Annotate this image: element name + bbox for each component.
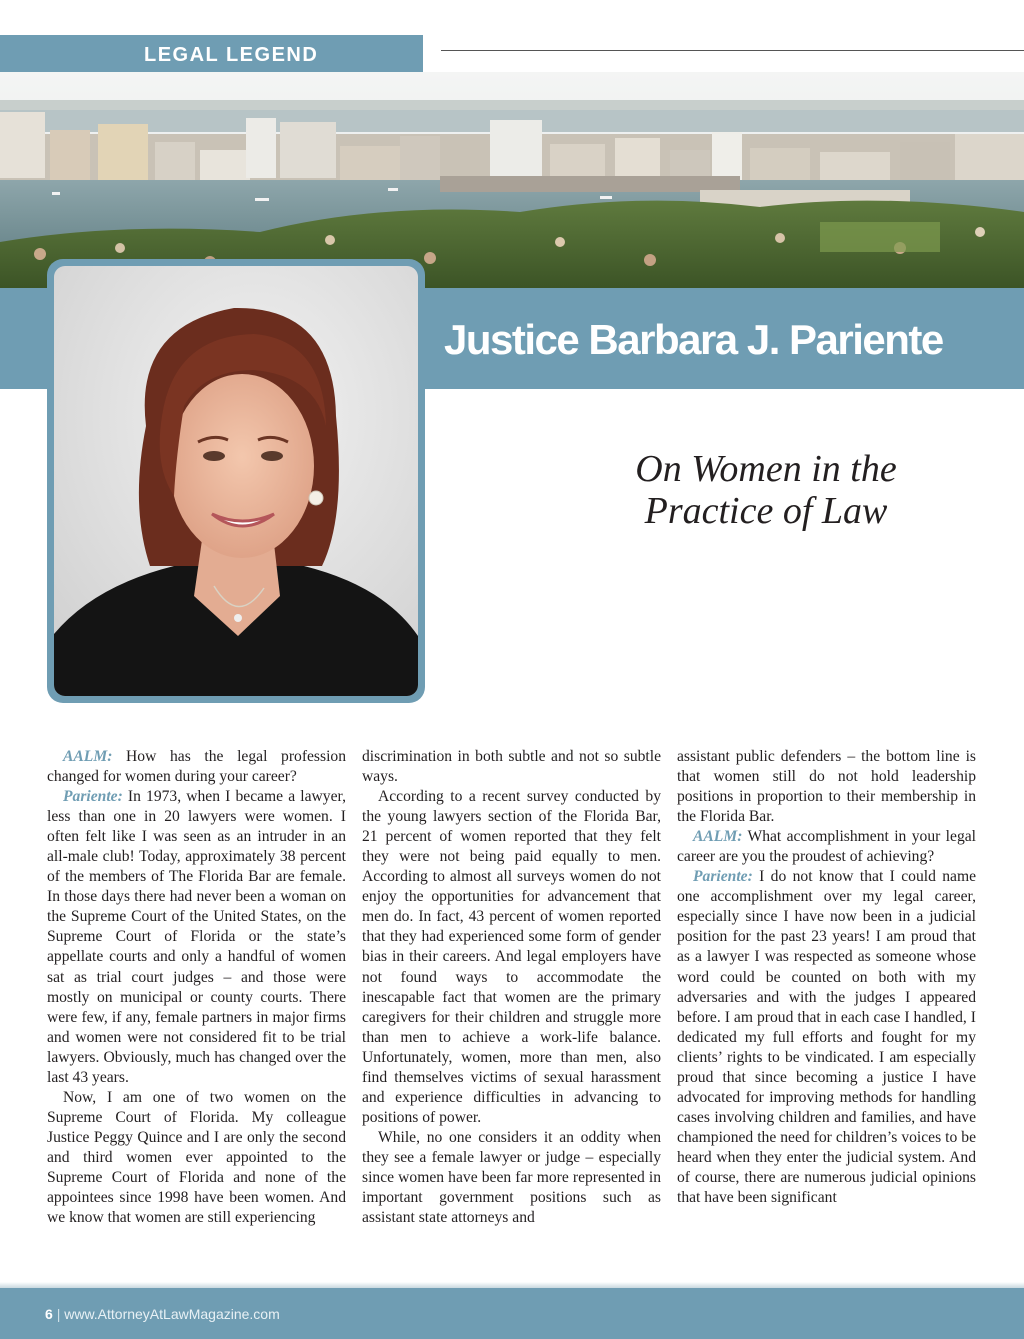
article-column-2: [362, 747, 661, 1228]
footer-url-link[interactable]: www.AttorneyAtLawMagazine.com: [64, 1306, 280, 1322]
speaker-label: Pariente:: [693, 868, 753, 886]
article-column-3: [677, 747, 976, 1208]
paragraph: [47, 747, 346, 787]
speaker-label: AALM:: [63, 748, 113, 765]
article-column-1: [47, 747, 346, 1228]
paragraph: discrimination in both subtle and not so subtle ways.: [362, 748, 661, 786]
paragraph: assistant public defenders – the bottom line is that women still do not hold leadership positions in proportion to their membership in the Florida Bar.: [677, 748, 976, 826]
paragraph: According to a recent survey conducted by the young lawyers section of the Florida Bar, 21 percent of women reported that they felt they were not being paid equally to men. According to almost all surveys women do not enjoy the opportunities for advancement that men do. In fact, 43 percent of women reported that they had experienced some form of gender bias in their careers. And legal employers have not found ways to accommodate the inescapable fact that women are the primary caregivers for their children and struggle more than men to achieve a work-life balance. Unfortunately, women, more than men, also find themselves victims of sexual harassment and experience difficulties in advancing to positions of power.: [362, 788, 661, 1126]
header-rule: [441, 50, 1024, 51]
page-number: 6: [45, 1306, 53, 1322]
section-label: LEGAL LEGEND: [144, 44, 319, 66]
paragraph-text: What accomplishment in your legal career are you the proudest of achieving?: [677, 828, 976, 866]
footer: [45, 1306, 280, 1322]
paragraph-text: How has the legal profession changed for women during your career?: [47, 748, 346, 786]
paragraph: [677, 827, 976, 867]
paragraph-text: I do not know that I could name one accomplishment over my legal career, especially since I have now been in a judicial position for the past 23 years! I am proud that as a lawyer I was respected as someone whose word could be counted on both with my adversaries and with the judges I appeared before. I am proud that in each case I handled, I dedicated my full efforts and fought for my clients’ rights to be vindicated. I am especially proud that since becoming a justice I have advocated for improving methods for handling cases involving children and families, and have championed the need for children’s voices to be heard when they enter the judicial system. And of course, there are numerous judicial opinions that have been significant: [677, 868, 976, 1207]
paragraph: [47, 787, 346, 1088]
deck-line-1: On Women in the: [635, 448, 897, 490]
article-headline: Justice Barbara J. Pariente: [444, 316, 943, 363]
skyline-photo: [0, 72, 1024, 288]
paragraph: While, no one considers it an oddity when they see a female lawyer or judge – especially since women have been far more represented in important government positions such as assistant state attorneys and: [362, 1128, 661, 1227]
speaker-label: AALM:: [693, 828, 743, 846]
paragraph-text: In 1973, when I became a lawyer, less than one in 20 lawyers were women. I often felt like I was seen as an intruder in an all-male club! Today, approximately 38 percent of the members of The Florida Bar are female. In those days there had never been a woman on the Supreme Court of the United States, on the Supreme Court of Florida or the state’s appellate courts and only a handful of women sat as trial court judges – and those were mostly on municipal or county courts. There were few, if any, female partners in major firms and women were not considered fit to be trial lawyers. Obviously, much has changed over the last 43 years.: [47, 788, 346, 1086]
portrait-frame: [47, 259, 425, 703]
speaker-label: Pariente:: [63, 788, 123, 806]
deck-line-2: Practice of Law: [644, 490, 888, 532]
paragraph: [677, 867, 976, 1208]
paragraph: Now, I am one of two women on the Supreme Court of Florida. My colleague Justice Peggy Quince and I are only the second and third women ever appointed to the Supreme Court of Florida and none of the appointees since 1998 have been women. And we know that women are still experiencing: [47, 1088, 346, 1227]
article-deck: [560, 448, 972, 532]
portrait-photo: [54, 266, 418, 696]
footer-separator: |: [56, 1306, 61, 1322]
